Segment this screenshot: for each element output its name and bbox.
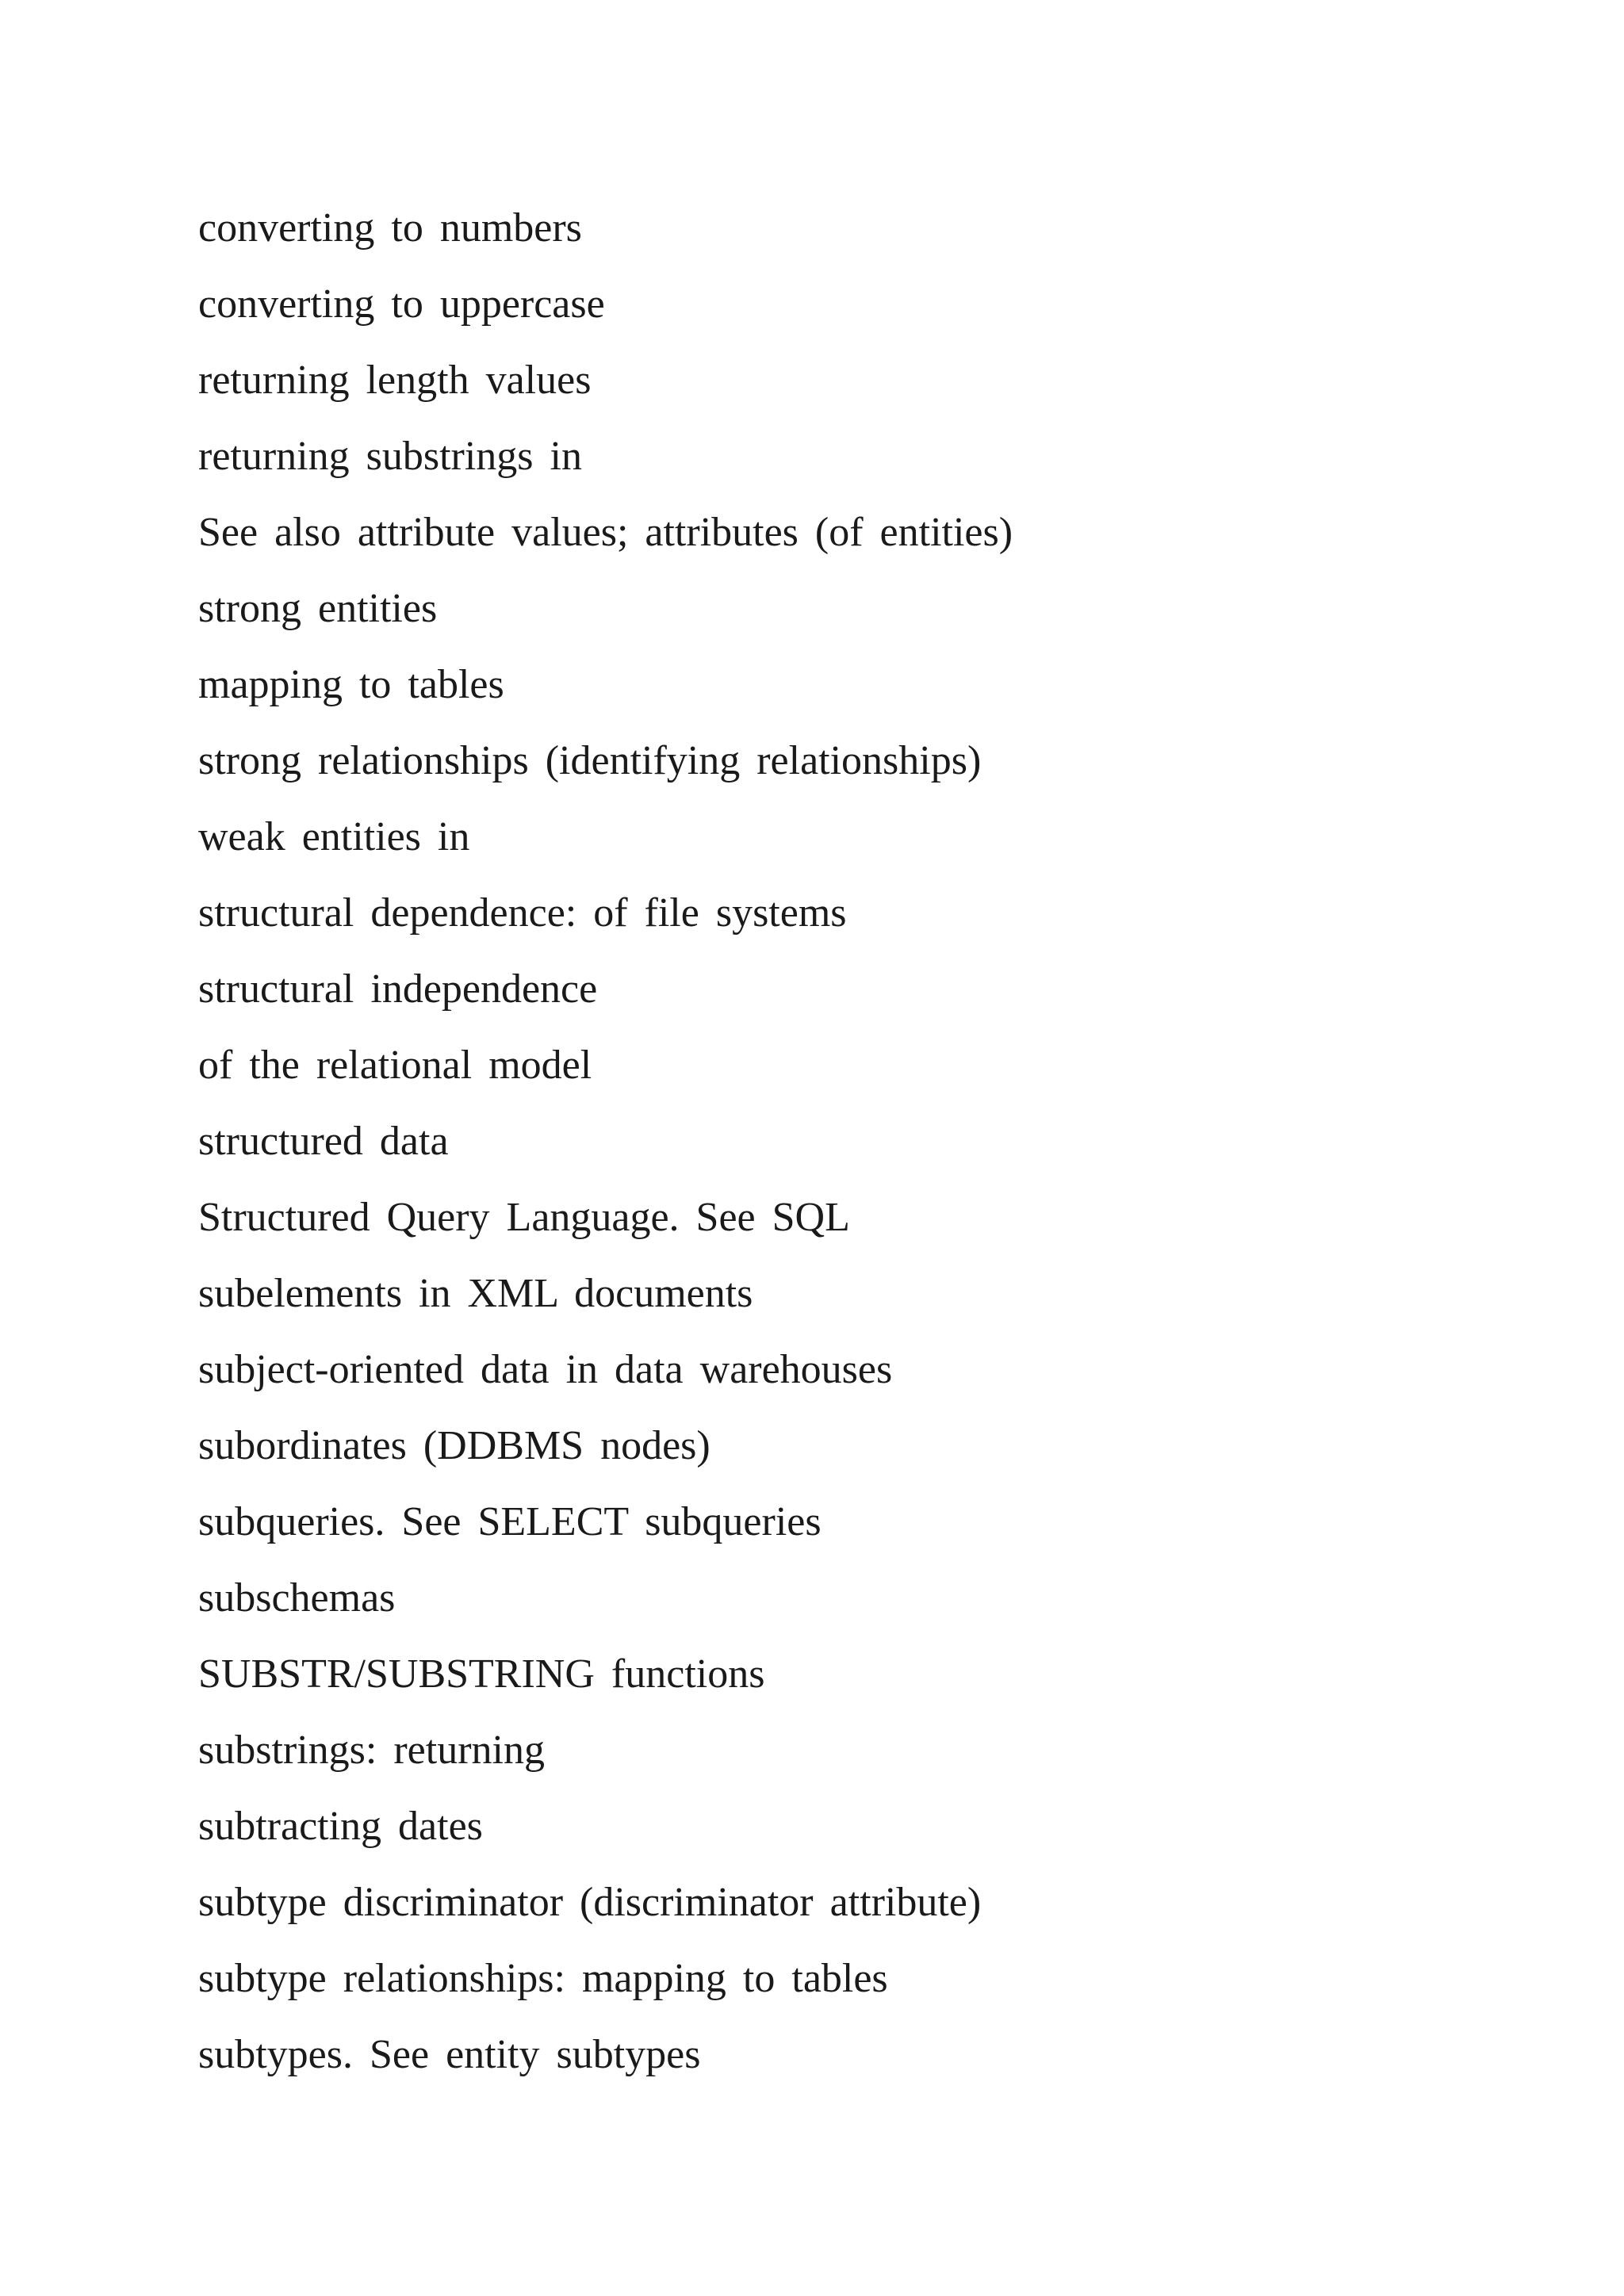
index-entry: SUBSTR/SUBSTRING functions [198,1651,765,1697]
index-entry: structured data [198,1119,449,1164]
index-entry: structural independence [198,966,598,1012]
index-entry: converting to uppercase [198,281,605,327]
index-entry: converting to numbers [198,205,582,251]
index-entry: returning length values [198,358,592,403]
index-entry-list [198,190,1013,2093]
index-entry: subtracting dates [198,1804,483,1849]
index-entry: returning substrings in [198,434,582,479]
index-entry: mapping to tables [198,662,504,707]
index-entry: subschemas [198,1575,396,1621]
index-entry: structural dependence: of file systems [198,890,847,936]
index-entry: of the relational model [198,1043,592,1088]
index-entry: weak entities in [198,814,470,859]
index-entry: subtype relationships: mapping to tables [198,1956,888,2001]
index-entry: strong relationships (identifying relationships) [198,738,982,783]
index-entry: subordinates (DDBMS nodes) [198,1423,710,1468]
index-entry: subtype discriminator (discriminator attribute) [198,1880,982,1925]
index-entry: substrings: returning [198,1728,545,1773]
index-entry: subject-oriented data in data warehouses [198,1347,893,1392]
index-entry: strong entities [198,586,438,631]
index-entry: subtypes. See entity subtypes [198,2032,701,2077]
index-entry: subelements in XML documents [198,1271,753,1316]
index-entry: subqueries. See SELECT subqueries [198,1499,822,1544]
index-entry: Structured Query Language. See SQL [198,1195,850,1240]
index-entry: See also attribute values; attributes (of entities) [198,510,1013,555]
